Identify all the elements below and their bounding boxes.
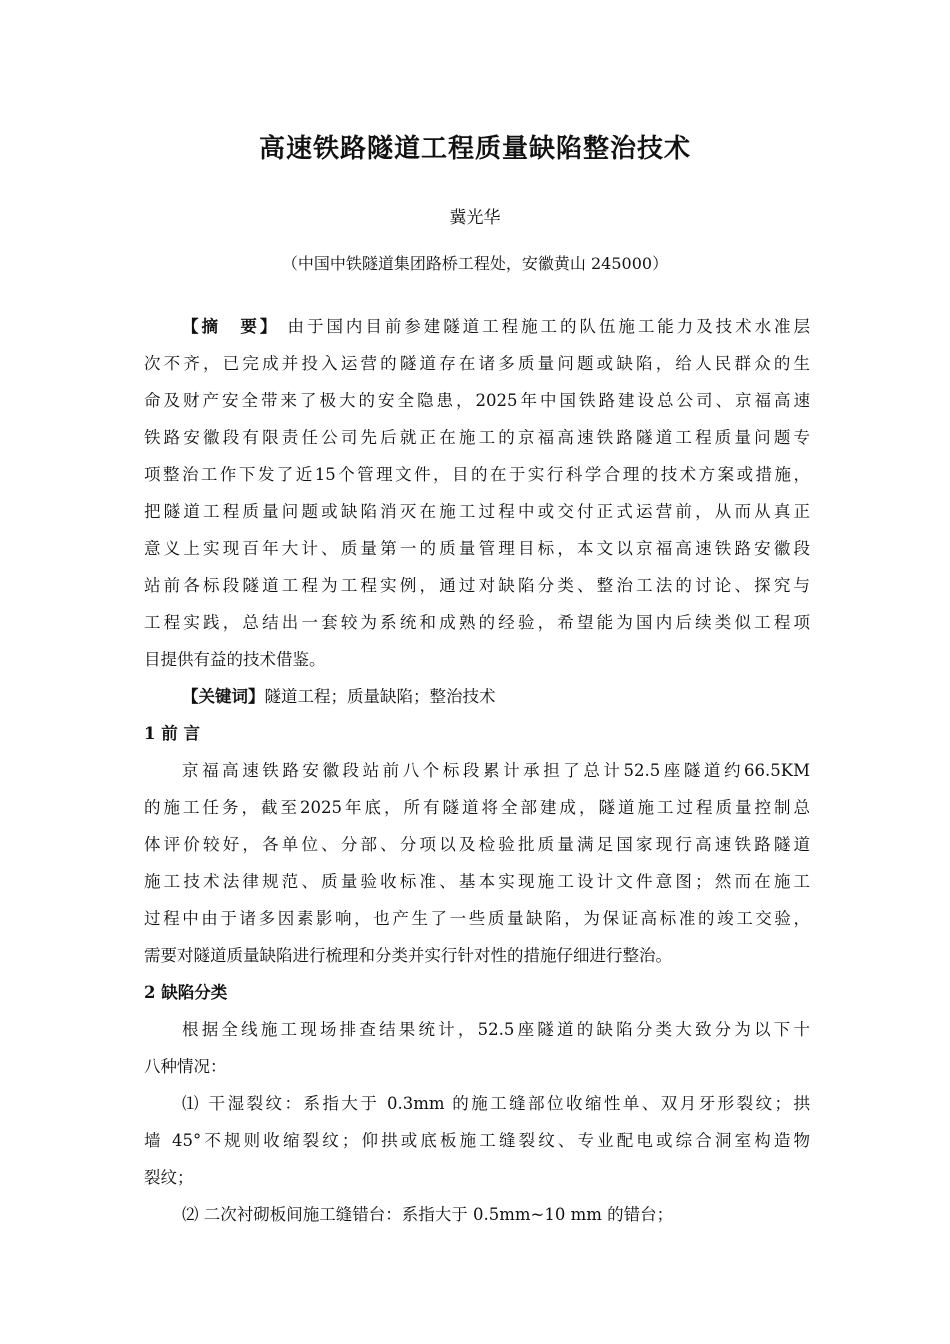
keywords-text: 隧道工程；质量缺陷；整治技术 <box>264 687 496 706</box>
section-heading: 1 前 言 <box>144 724 200 743</box>
paragraph-line: 八种情况： <box>144 1057 227 1076</box>
section-heading: 2 缺陷分类 <box>144 983 228 1002</box>
paragraph-line: 京福高速铁路安徽段站前八个标段累计承担了总计52.5座隧道约66.5KM <box>182 761 810 780</box>
abstract-text: 由于国内目前参建隧道工程施工的队伍施工能力及技术水准层 <box>287 317 810 336</box>
paragraph-line: 过程中由于诸多因素影响，也产生了一些质量缺陷，为保证高标准的竣工交验， <box>144 909 810 928</box>
paragraph-line: 根据全线施工现场排查结果统计，52.5座隧道的缺陷分类大致分为以下十 <box>182 1020 810 1039</box>
abstract-line: 次不齐，已完成并投入运营的隧道存在诸多质量问题或缺陷，给人民群众的生 <box>144 354 810 373</box>
abstract-line: 命及财产安全带来了极大的安全隐患，2025年中国铁路建设总公司、京福高速 <box>144 391 810 410</box>
abstract-line: 意义上实现百年大计、质量第一的质量管理目标，本文以京福高速铁路安徽段 <box>144 539 810 558</box>
list-item-line: 裂纹； <box>144 1168 194 1187</box>
abstract-line: 把隧道工程质量问题或缺陷消灭在施工过程中或交付正式运营前，从而从真正 <box>144 502 810 521</box>
abstract-label: 【摘 要】 <box>182 317 280 336</box>
author-affiliation: （中国中铁隧道集团路桥工程处，安徽黄山 245000） <box>281 254 669 273</box>
author-name: 冀光华 <box>449 208 501 228</box>
paragraph-line: 需要对隧道质量缺陷进行梳理和分类并实行针对性的措施仔细进行整治。 <box>144 946 672 965</box>
list-item-line: ⑵ 二次衬砌板间施工缝错台：系指大于 0.5mm~10 mm 的错台； <box>182 1205 674 1224</box>
abstract-line: 铁路安徽段有限责任公司先后就正在施工的京福高速铁路隧道工程质量问题专 <box>144 428 810 447</box>
paragraph-line: 体评价较好，各单位、分部、分项以及检验批质量满足国家现行高速铁路隧道 <box>144 835 810 854</box>
abstract-line <box>144 308 810 345</box>
keywords-line <box>144 678 810 715</box>
list-item-line: 墙 45°不规则收缩裂纹；仰拱或底板施工缝裂纹、专业配电或综合洞室构造物 <box>144 1131 810 1150</box>
document-title: 高速铁路隧道工程质量缺陷整治技术 <box>258 134 691 164</box>
keywords-label: 【关键词】 <box>182 687 265 706</box>
paragraph-line: 施工技术法律规范、质量验收标准、基本实现施工设计文件意图；然而在施工 <box>144 872 810 891</box>
list-item-line: ⑴ 干湿裂纹：系指大于 0.3mm 的施工缝部位收缩性单、双月牙形裂纹；拱 <box>182 1094 810 1113</box>
abstract-line: 目提供有益的技术借鉴。 <box>144 650 326 669</box>
document-body <box>144 308 810 1233</box>
abstract-line: 工程实践，总结出一套较为系统和成熟的经验，希望能为国内后续类似工程项 <box>144 613 810 632</box>
abstract-line: 项整治工作下发了近15个管理文件，目的在于实行科学合理的技术方案或措施， <box>144 465 810 484</box>
paragraph-line: 的施工任务，截至2025年底，所有隧道将全部建成，隧道施工过程质量控制总 <box>144 798 810 817</box>
abstract-line: 站前各标段隧道工程为工程实例，通过对缺陷分类、整治工法的讨论、探究与 <box>144 576 810 595</box>
